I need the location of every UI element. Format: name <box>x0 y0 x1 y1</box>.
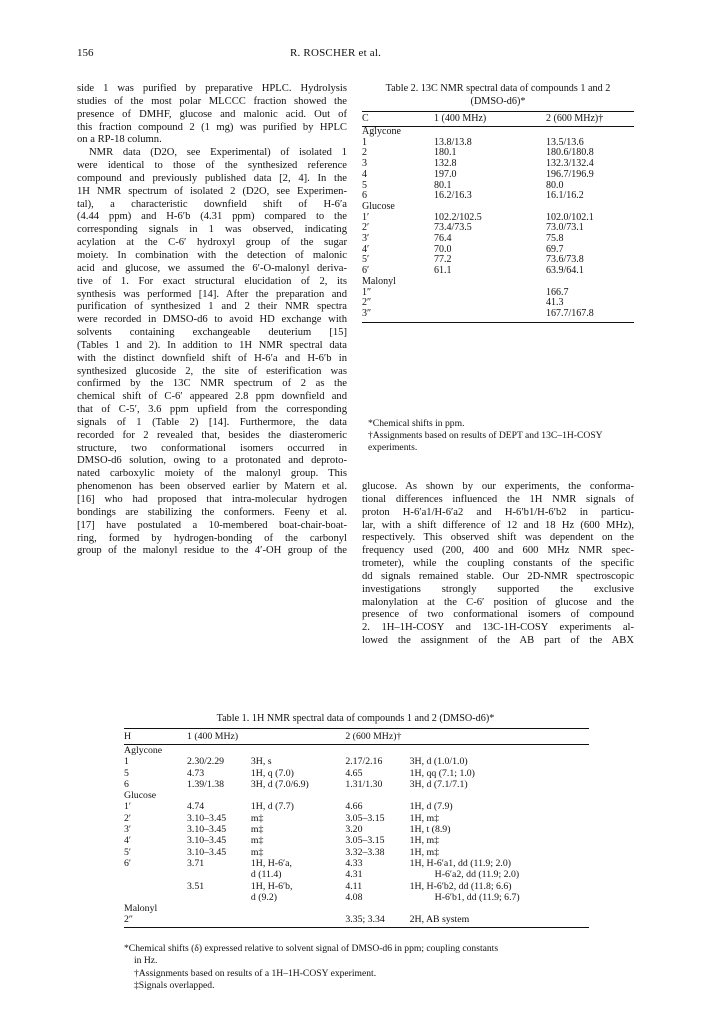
text-line: synthesis was performed [14]. After the preparation and <box>77 288 347 300</box>
table-row <box>362 213 634 224</box>
table-row <box>362 181 634 192</box>
text-line: phenomenon has been observed earlier by Matern et al. <box>77 481 347 493</box>
table-cell <box>187 914 251 927</box>
table-cell <box>410 790 589 801</box>
page-number: 156 <box>77 47 94 59</box>
table-cell: 2′ <box>362 222 370 234</box>
text-line: with the distinct downfield shift of H-6′a and H-6′b in <box>77 352 347 364</box>
text-line: lar, with a shift difference of 12 and 18 Hz (600 MHz), <box>362 519 634 531</box>
text-line: nated carboxylic moiety of the malonyl group. This <box>77 468 347 480</box>
table-cell: 3.10–3.45 <box>187 824 227 836</box>
table-row <box>362 234 634 245</box>
table-cell <box>187 869 251 880</box>
table-cell: 1H, m‡ <box>409 812 440 824</box>
text-line: presence of two conformational isomers of compound <box>362 609 634 621</box>
table-cell: 2″ <box>362 297 372 309</box>
table-cell: 1H, qq (7.1; 1.0) <box>409 767 475 779</box>
table-cell: 2.30/2.29 <box>187 756 225 768</box>
table-cell: 1H, d (7.9) <box>409 801 453 813</box>
table-cell <box>345 745 409 757</box>
table-cell <box>124 869 187 880</box>
table-cell: 3H, s <box>250 756 272 768</box>
table-cell <box>410 903 589 914</box>
table-cell: 3′ <box>362 233 370 245</box>
table-row <box>362 277 634 288</box>
table-row <box>124 869 589 880</box>
table1-header: H <box>124 729 187 745</box>
table-cell: 4.31 <box>345 869 363 881</box>
text-line: synthesized glucoside 2, the site of esterification was <box>77 365 347 377</box>
table-cell: 1H, H-6′a1, dd (11.9; 2.0) <box>409 857 512 869</box>
text-line: trometer), while the coupling constants of the specific <box>362 558 634 570</box>
table-cell: 1H, m‡ <box>409 835 440 847</box>
table-cell: 5′ <box>362 254 370 266</box>
table2-title: Table 2. 13C NMR spectral data of compounds 1 and 2 (DMSO-d6)* <box>385 83 611 107</box>
table-cell: 3.10–3.45 <box>187 812 227 824</box>
table-cell: 3.71 <box>187 857 205 869</box>
text-line: structure, two conformational isomers occurred in <box>77 442 347 454</box>
table-cell: 6′ <box>362 265 370 277</box>
table-cell: 61.1 <box>434 265 452 277</box>
table-cell: 4′ <box>124 835 132 847</box>
table-cell: 1H, H-6′b2, dd (11.8; 6.6) <box>409 880 512 892</box>
table-cell <box>124 881 187 892</box>
table-row <box>362 223 634 234</box>
text-line: ring, formed by hydrogen-bonding of the carbonyl <box>77 532 347 544</box>
text-line: chemical shift of C-6′ appeared 2.8 ppm downfield and <box>77 391 347 403</box>
table-row <box>362 309 634 322</box>
text-line: solvents containing exchangeable deuterium [15] <box>77 327 347 339</box>
table-cell: 4.66 <box>345 801 363 813</box>
table-row <box>362 255 634 266</box>
text-line: side 1 was purified by preparative HPLC. Hydrolysis <box>77 83 347 94</box>
text-line: 1H NMR spectrum of isolated 2 (D2O, see Experimen- <box>77 185 347 197</box>
text-line: tional differences influenced the 1H NMR signals of <box>362 493 634 505</box>
table-cell <box>546 277 634 288</box>
text-line: respectively. This observed shift was dependent on the <box>362 532 634 544</box>
table-cell: 73.4/73.5 <box>434 222 472 234</box>
table-cell: 75.8 <box>546 233 564 245</box>
table-cell: 5 <box>362 179 367 191</box>
table-cell: 1H, q (7.0) <box>250 767 294 779</box>
table-cell <box>187 903 251 914</box>
text-line: [17] have postulated a 10-membered boat-chair-boat- <box>77 519 347 531</box>
table-cell: 6 <box>362 190 367 202</box>
text-line: lowed the assignment of the AB part of the ABX <box>362 635 634 647</box>
text-line: this fraction compound 2 (1 mg) was purified by HPLC <box>77 121 347 133</box>
table-cell: m‡ <box>250 824 264 836</box>
text-line: [16] who had proposed that intra-molecular hydrogen <box>77 494 347 505</box>
table-cell: m‡ <box>250 846 264 858</box>
table-row <box>124 914 589 927</box>
table2-header: 1 (400 MHz) <box>434 112 546 127</box>
text-line: tive of 1. For exact structural elucidation of 2, its <box>77 275 347 287</box>
table-row <box>362 170 634 181</box>
table-cell: 180.6/180.8 <box>546 147 594 159</box>
text-line: investigations strongly supported the exclusive <box>362 583 634 595</box>
table-cell: 102.2/102.5 <box>434 211 482 223</box>
table-cell <box>187 790 251 801</box>
table-row <box>124 813 589 824</box>
table-cell <box>187 892 251 903</box>
table-row <box>362 288 634 299</box>
running-head: R. ROSCHER et al. <box>290 47 382 59</box>
table-row <box>362 245 634 256</box>
text-line: studies of the most polar MLCCC fraction showed the <box>77 95 347 107</box>
table-cell: m‡ <box>250 835 264 847</box>
table-row <box>124 745 589 757</box>
table-cell: 16.2/16.3 <box>434 190 472 202</box>
table-cell: 3.32–3.38 <box>345 846 385 858</box>
table-cell: 3.05–3.15 <box>345 812 385 824</box>
table2 <box>362 111 634 323</box>
table2-header: C <box>362 112 434 127</box>
table-cell: Aglycone <box>124 745 163 756</box>
text-line: group of the malonyl residue to the 4′-OH group of the <box>77 545 347 557</box>
table-row <box>124 779 589 790</box>
table-cell: 2′ <box>124 812 132 824</box>
table1-header: 1 (400 MHz) <box>187 729 345 745</box>
table-cell: 69.7 <box>546 243 564 255</box>
table-cell: 102.0/102.1 <box>546 211 594 223</box>
table-cell: 3.35; 3.34 <box>345 914 409 927</box>
table-cell: 3 <box>362 158 367 170</box>
table1-header: 2 (600 MHz)† <box>345 729 589 745</box>
table-cell: 4.08 <box>345 891 363 903</box>
text-line: on a RP-18 column. <box>77 134 162 146</box>
table-cell: m‡ <box>250 812 264 824</box>
table-row <box>124 756 589 767</box>
text-line: (4.44 ppm) and H-6′b (4.31 ppm) compared to the <box>77 211 347 223</box>
table-cell: 197.0 <box>434 168 457 180</box>
text-line: confirmed by the 13C NMR spectrum of 2 as the <box>77 378 347 390</box>
table-cell <box>434 288 546 299</box>
text-line: NMR data (D2O, see Experimental) of isolated 1 <box>89 147 347 159</box>
table-cell <box>251 745 345 757</box>
table-cell: 63.9/64.1 <box>546 265 584 277</box>
table1-title: Table 1. 1H NMR spectral data of compounds 1 and 2 (DMSO-d6)* <box>216 713 495 724</box>
table-cell: 1.39/1.38 <box>187 778 225 790</box>
table-row <box>124 892 589 903</box>
table-cell <box>187 745 251 757</box>
table-cell: 4′ <box>362 243 370 255</box>
table-cell <box>251 914 345 927</box>
table-cell: 77.2 <box>434 254 452 266</box>
text-line: purification of synthesized 1 and 2 their NMR spectra <box>77 301 347 313</box>
table-cell: 3.10–3.45 <box>187 846 227 858</box>
table-cell: 1H, d (7.7) <box>250 801 294 813</box>
text-line: were recorded in DMSO-d6 to avoid HD exchange with <box>77 314 347 326</box>
table-cell: d (11.4) <box>250 869 282 881</box>
table1 <box>124 728 589 928</box>
table-row <box>124 768 589 779</box>
table-cell: d (9.2) <box>250 891 277 903</box>
table-cell: 5′ <box>124 846 132 858</box>
right-column-text <box>362 481 634 648</box>
table-cell: 3.20 <box>345 824 363 836</box>
text-line: proton H-6′a1/H-6′a2 and H-6′b1/H-6′b2 in particu- <box>362 506 634 518</box>
table-row <box>124 790 589 801</box>
text-line: tal), a characteristic downfield shift of H-6′a <box>77 198 347 210</box>
table-cell: 1H, t (8.9) <box>409 824 451 836</box>
table-cell: Glucose <box>362 200 395 212</box>
table-row <box>124 824 589 835</box>
text-line: acylation at the C-6′ hydroxyl group of the sugar <box>77 237 347 249</box>
table-cell: 80.0 <box>546 179 564 191</box>
table-cell <box>251 790 345 801</box>
text-line: corresponding signals in 1 was observed, indicating <box>77 224 347 236</box>
table-cell: 3.10–3.45 <box>187 835 227 847</box>
table-cell: 3.51 <box>187 880 205 892</box>
table-cell: 1H, H-6′a, <box>250 857 292 869</box>
table-cell: 196.7/196.9 <box>546 168 594 180</box>
table-cell: 4.74 <box>187 801 205 813</box>
table-cell: 1H, m‡ <box>409 846 440 858</box>
text-line: (Tables 1 and 2). In addition to 1H NMR spectral data <box>77 339 347 351</box>
table2-notes: *Chemical shifts in ppm. †Assignments based on results of DEPT and 13C–1H-COSY experiments. <box>368 418 603 453</box>
text-line: bondings are stabilizing the conformers. Feeny et al. <box>77 506 347 518</box>
table-cell <box>434 298 546 309</box>
text-line: acid and glucose, we assumed the 6′-O-malonyl deriva- <box>77 262 347 274</box>
table-cell <box>434 309 546 322</box>
table-cell: 4.11 <box>345 880 363 892</box>
table-cell: 166.7 <box>546 286 569 298</box>
table-cell: 3″ <box>362 309 434 322</box>
text-line: that of C-5′, 3.6 ppm upfield from the corresponding <box>77 404 347 416</box>
table-cell: 13.8/13.8 <box>434 136 472 148</box>
table-cell: 1 <box>362 136 367 148</box>
table-row <box>124 903 589 914</box>
table-cell: 132.8 <box>434 158 457 170</box>
table-cell: 6 <box>124 778 129 790</box>
table-cell: 2.17/2.16 <box>345 756 383 768</box>
table-cell: 4 <box>362 168 367 180</box>
table-cell: 41.3 <box>546 297 564 309</box>
table-cell <box>410 745 589 757</box>
table-cell: 2H, AB system <box>410 914 589 927</box>
table-cell: 16.1/16.2 <box>546 190 584 202</box>
table-cell: 70.0 <box>434 243 452 255</box>
table-row <box>124 858 589 869</box>
table-cell: 13.5/13.6 <box>546 136 584 148</box>
text-line: frequency used (200, 400 and 600 MHz NMR spec- <box>362 545 634 557</box>
text-line: glucose. As shown by our experiments, the conforma- <box>362 481 634 492</box>
table-cell <box>124 892 187 903</box>
table-row <box>124 881 589 892</box>
table-cell: 1H, H-6′b, <box>250 880 293 892</box>
table-cell: 4.65 <box>345 767 363 779</box>
table-cell <box>251 903 345 914</box>
table-cell: 1″ <box>362 286 372 298</box>
text-line: DMSO-d6 solution, owing to a protonated and deproto- <box>77 455 347 467</box>
text-line: were identical to those of the synthesized reference <box>77 160 347 172</box>
text-line: dd signals remained stable. Our 2D-NMR spectroscopic <box>362 570 634 582</box>
table-row <box>124 847 589 858</box>
table-cell: 3H, d (7.1/7.1) <box>409 778 468 790</box>
text-line: signals of 1 (Table 2) [14]. Furthermore, the data <box>77 416 347 428</box>
table-cell: 1 <box>124 756 129 768</box>
table-row <box>124 801 589 812</box>
table-cell: 73.0/73.1 <box>546 222 584 234</box>
table-cell: 73.6/73.8 <box>546 254 584 266</box>
table-cell: Malonyl <box>362 275 396 287</box>
table-cell: 1.31/1.30 <box>345 778 383 790</box>
table-cell: 3H, d (7.0/6.9) <box>250 778 309 790</box>
table-cell: 3.05–3.15 <box>345 835 385 847</box>
table-cell: 3H, d (1.0/1.0) <box>409 756 468 768</box>
table-row <box>362 191 634 202</box>
table-cell: H-6′b1, dd (11.9; 6.7) <box>434 891 520 903</box>
table-cell: Glucose <box>124 790 157 802</box>
left-column-text <box>77 83 347 558</box>
table1-notes: *Chemical shifts (δ) expressed relative to solvent signal of DMSO-d6 in ppm; coupling constants in Hz. †Assignments based on results of a 1H–1H-COSY experiment. ‡Signals overlapped. <box>124 943 499 991</box>
table-row <box>362 127 634 138</box>
table-cell: 80.1 <box>434 179 452 191</box>
table-cell: 2 <box>362 147 367 159</box>
table-cell <box>345 903 409 914</box>
text-line: malonylation at the C-6′ position of glucose and the <box>362 596 634 608</box>
table-cell: 132.3/132.4 <box>546 158 594 170</box>
table-cell: 6′ <box>124 857 132 869</box>
table-cell: 2″ <box>124 914 187 927</box>
table-cell <box>345 790 409 801</box>
table-cell: 167.7/167.8 <box>546 309 634 322</box>
text-line: compound and previously published data [2, 4]. In the <box>77 172 347 184</box>
table-cell: 4.33 <box>345 857 363 869</box>
table-cell <box>434 277 546 288</box>
table-cell: 3′ <box>124 824 132 836</box>
table-cell: 5 <box>124 767 129 779</box>
table-cell: Aglycone <box>362 126 401 137</box>
text-line: recorded for 2 revealed that, besides the diasteromeric <box>77 429 347 441</box>
table-cell: H-6′a2, dd (11.9; 2.0) <box>434 869 520 881</box>
table-cell: Malonyl <box>124 903 158 915</box>
table-row <box>362 266 634 277</box>
table-cell: 1′ <box>362 211 370 223</box>
table-row <box>124 835 589 846</box>
table2-header: 2 (600 MHz)† <box>546 112 634 127</box>
table-cell: 76.4 <box>434 233 452 245</box>
text-line: presence of DMHF, glucose and malonic acid. Out of <box>77 108 347 120</box>
table-cell: 4.73 <box>187 767 205 779</box>
table-cell: 180.1 <box>434 147 457 159</box>
text-line: moiety. In combination with the detection of malonic <box>77 249 347 261</box>
table-cell: 1′ <box>124 801 132 813</box>
text-line: 2. 1H–1H-COSY and 13C-1H-COSY experiments al- <box>362 622 634 634</box>
